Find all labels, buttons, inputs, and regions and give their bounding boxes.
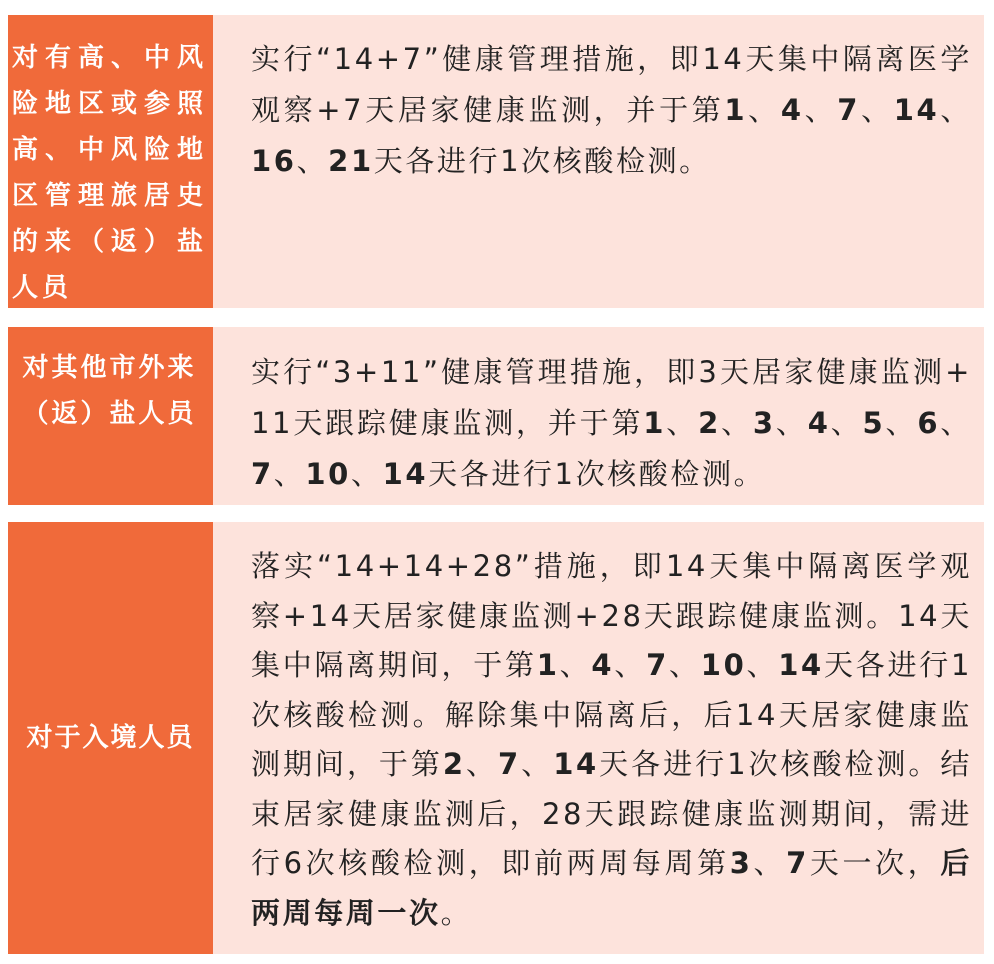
emphasis-text: 10 [305, 457, 351, 491]
body-text: 、 [668, 648, 701, 682]
row-content [213, 327, 984, 505]
body-text: 、 [465, 747, 499, 781]
row-content [213, 522, 984, 954]
emphasis-text: 1 [724, 93, 748, 127]
emphasis-text: 7 [837, 93, 861, 127]
body-text: 、 [860, 93, 894, 127]
emphasis-text: 6 [917, 406, 941, 440]
emphasis-text: 14 [778, 648, 824, 682]
body-text: 、 [939, 93, 972, 127]
body-text: 落实“14+14+28”措施，即14天集中隔离医学观察+14天居家健康监测+28天跟踪健康监测。14天集中隔离期间，于第 [251, 549, 972, 682]
emphasis-text: 7 [786, 846, 809, 880]
body-text: 、 [940, 406, 972, 440]
emphasis-text: 4 [807, 406, 831, 440]
body-text: 天各进行1次核酸检测。解除集中隔离后，后14天居家健康监测期间，于第 [251, 648, 973, 781]
emphasis-text: 3 [729, 846, 753, 880]
body-text: 。 [440, 895, 473, 930]
emphasis-text: 21 [328, 144, 374, 178]
emphasis-text: 5 [862, 406, 886, 440]
body-text: 、 [747, 93, 781, 127]
emphasis-text: 1 [536, 648, 560, 682]
emphasis-text: 1 [643, 406, 667, 440]
emphasis-text: 7 [498, 747, 521, 781]
row-label-text: 对于入境人员 [26, 723, 195, 753]
body-text: 实行“14+7”健康管理措施，即14天集中隔离医学观察+7天居家健康监测，并于第 [251, 42, 972, 127]
body-text: 天各进行1次核酸检测。 [373, 144, 711, 178]
emphasis-text: 7 [251, 457, 274, 491]
emphasis-text: 后两周每周一次 [251, 846, 972, 930]
policy-row-high-risk [8, 15, 984, 308]
body-text: 、 [775, 406, 808, 440]
body-text: 、 [803, 93, 838, 127]
body-text: 、 [350, 457, 383, 491]
body-text: 实行“3+11”健康管理措施，即3天居家健康监测+11天跟踪健康监测，并于第 [251, 355, 972, 440]
row-label [8, 522, 213, 954]
body-text: 、 [614, 648, 647, 682]
body-text: 、 [885, 406, 918, 440]
emphasis-text: 2 [698, 406, 721, 440]
body-text: 、 [520, 747, 554, 781]
body-text: 、 [746, 648, 779, 682]
body-text: 天各进行1次核酸检测。结束居家健康监测后，28天跟踪健康监测期间，需进行6次核酸检测，即前两周每周第 [251, 747, 972, 880]
emphasis-text: 14 [382, 457, 429, 491]
row-content [213, 15, 984, 308]
emphasis-text: 14 [553, 747, 599, 781]
emphasis-text: 16 [251, 144, 297, 178]
body-text: 、 [273, 457, 306, 491]
emphasis-text: 2 [442, 747, 466, 781]
body-text: 、 [752, 846, 787, 880]
row-label: 对其他市外来（返）盐人员 [8, 327, 213, 505]
body-text: 、 [559, 648, 592, 682]
emphasis-text: 3 [752, 406, 776, 440]
body-text: 天一次， [808, 846, 941, 880]
emphasis-text: 7 [646, 648, 669, 682]
body-text: 天各进行1次核酸检测。 [428, 457, 766, 491]
body-text: 、 [830, 406, 863, 440]
emphasis-text: 10 [700, 648, 747, 682]
body-text: 、 [720, 406, 753, 440]
row-label: 对有高、中风险地区或参照高、中风险地区管理旅居史的来（返）盐人员 [8, 15, 213, 308]
emphasis-text: 4 [591, 648, 615, 682]
policy-row-other-city [8, 327, 984, 505]
emphasis-text: 14 [893, 93, 940, 127]
emphasis-text: 4 [780, 93, 804, 127]
body-text: 、 [296, 144, 329, 178]
policy-row-inbound [8, 522, 984, 954]
body-text: 、 [666, 406, 699, 440]
